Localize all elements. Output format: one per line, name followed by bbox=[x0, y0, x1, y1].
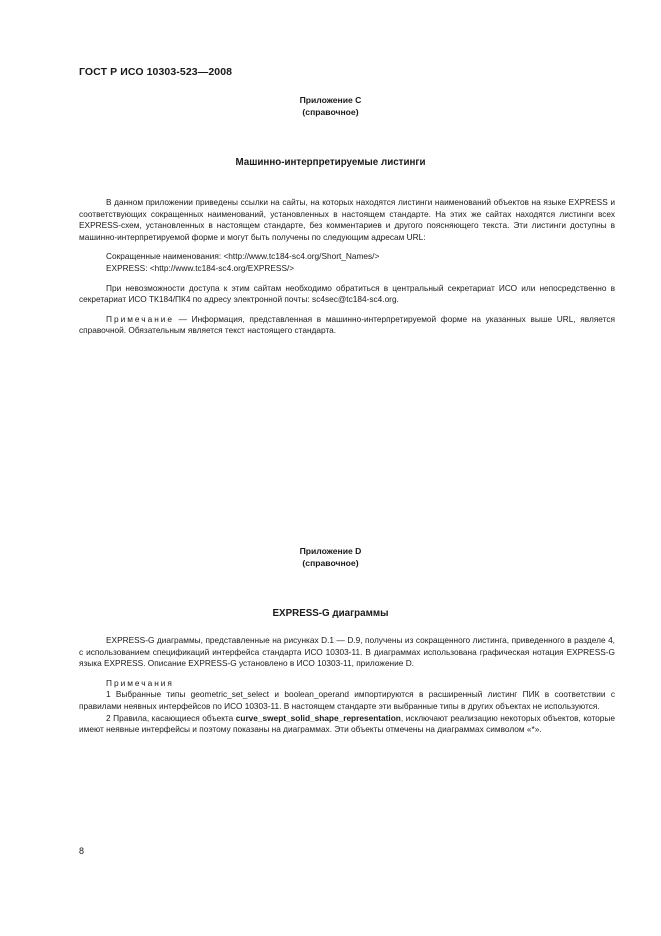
appendix-c-title: Приложение C bbox=[299, 95, 362, 105]
url-short-names: Сокращенные наименования: <http://www.tc184-sc4.org/Short_Names/> bbox=[106, 251, 380, 262]
appendix-c-body bbox=[79, 197, 615, 337]
appendix-d-title-block bbox=[0, 546, 661, 569]
note-label: Примечание bbox=[106, 313, 175, 324]
note2-before: 2 Правила, касающиеся объекта bbox=[106, 712, 236, 723]
appendix-d-body bbox=[79, 635, 615, 736]
page-number: 8 bbox=[79, 846, 85, 856]
standard-code-header: ГОСТ Р ИСО 10303-523—2008 bbox=[79, 66, 233, 78]
note2-entity-name: curve_swept_solid_shape_representation bbox=[235, 712, 401, 723]
appendix-c-paragraph-1: В данном приложении приведены ссылки на сайты, на которых находятся листинги наименований объектов на языке EXPRESS и соответствующих сокращенных наименований, установленных в настоящем стандарте. На этих же сайтах находятся листинги всех EXPRESS-схем, установленных в настоящем стандарте, без комментариев и другого поясняющего текста. Эти листинги доступны в машинно-интерпретируемой форме и могут быть получены по следующим адресам URL: bbox=[79, 197, 615, 242]
appendix-c-heading: Машинно-интерпретируемые листинги bbox=[235, 157, 426, 168]
appendix-d-notes-label: Примечания bbox=[106, 677, 174, 688]
appendix-d-note-1: 1 Выбранные типы geometric_set_select и boolean_operand импортируются в расширенный листинг ПИК в соответствии с правилами неявных интерфейсов по ИСО 10303-11. В настоящем стандарте эти выбранные типы в других объектах не используются. bbox=[79, 689, 615, 711]
note2-after: , исключают реализацию некоторых объектов, которые имеют неявные интерфейсы и поэтому показаны на диаграммах. Эти объекты отмечены на диаграммах символом «*». bbox=[79, 712, 615, 735]
appendix-d-title: Приложение D bbox=[299, 546, 362, 556]
appendix-c-subtitle: (справочное) bbox=[302, 106, 359, 117]
appendix-c-note bbox=[79, 314, 615, 337]
appendix-d-paragraph-1: EXPRESS-G диаграммы, представленные на рисунках D.1 — D.9, получены из сокращенного листинга, приведенного в разделе 4, с использованием спецификаций интерфейса стандарта ИСО 10303-11. В диаграммах использована графическая нотация EXPRESS-G языка EXPRESS. Описание EXPRESS-G установлено в ИСО 10303-11, приложение D. bbox=[79, 635, 615, 669]
url-express: EXPRESS: <http://www.tc184-sc4.org/EXPRESS/> bbox=[106, 262, 295, 273]
appendix-c-paragraph-2: При невозможности доступа к этим сайтам необходимо обратиться в центральный секретариат ИСО или непосредственно в секретариат ИСО ТК184/ПК4 по адресу электронной почты: sc4sec@tc184-sc4.org. bbox=[79, 282, 615, 305]
appendix-d-subtitle: (справочное) bbox=[302, 557, 359, 568]
appendix-d-heading: EXPRESS-G диаграммы bbox=[272, 608, 389, 619]
note-text: — Информация, представленная в машинно-интерпретируемой форме на указанных выше URL, является справочной. Обязательным является текст настоящего стандарта. bbox=[79, 313, 615, 336]
appendix-d-note-2 bbox=[79, 713, 615, 736]
appendix-c-title-block bbox=[0, 95, 661, 118]
